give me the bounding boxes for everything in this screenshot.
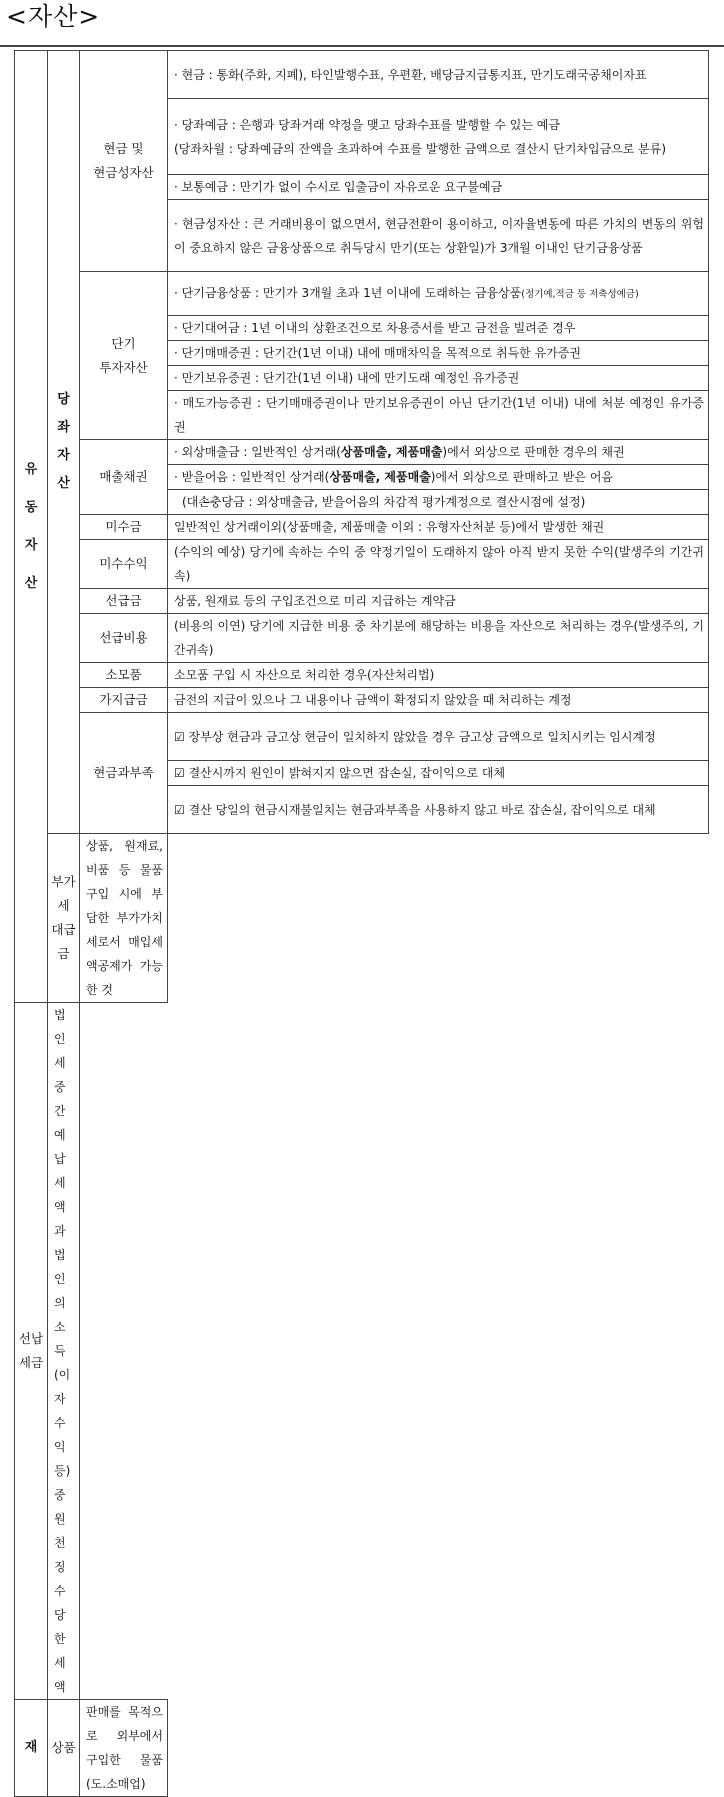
desc-cash-equivalent: · 현금성자산 : 큰 거래비용이 없으면서, 현금전환이 용이하고, 이자율변동에 따른 가치의 변동의 위험이 중요하지 않은 금융상품으로 취득당시 만기(또는 상환일)가 3개월 이내인 단기금융상품 [168, 200, 709, 272]
item-advance-payments: 선급금 [80, 589, 168, 614]
desc-trading-securities: · 단기매매증권 : 단기간(1년 이내) 내에 매매차익을 목적으로 취득한 유가증권 [168, 341, 709, 366]
title-divider [0, 45, 724, 47]
desc-checking-deposit: · 당좌예금 : 은행과 당좌거래 약정을 맺고 당좌수표를 발행할 수 있는 예금 (당좌차월 : 당좌예금의 잔액을 초과하여 수표를 발행한 금액으로 결산시 단기차입금으로 분류) [168, 99, 709, 175]
desc-supplies: 소모품 구입 시 자산으로 처리한 경우(자산처리법) [168, 663, 709, 688]
desc-prepaid-taxes: 법인세 중간예납세액과 법인의 소득(이자수익 등) 중 원천징수 당한 세액 [48, 1003, 80, 1700]
desc-savings-deposit: · 보통예금 : 만기가 없이 수시로 입출금이 자유로운 요구불예금 [168, 175, 709, 200]
item-other-receivables: 미수금 [80, 515, 168, 540]
asset-table [14, 50, 709, 1797]
item-cash-equivalents: 현금 및 현금성자산 [80, 51, 168, 272]
desc-advance-payments: 상품, 원재료 등의 구입조건으로 미리 지급하는 계약금 [168, 589, 709, 614]
desc-notes-receivable: · 받을어음 : 일반적인 상거래(상품매출, 제품매출)에서 외상으로 판매하고 받은 어음 [168, 465, 709, 490]
page-title: <자산> [6, 2, 101, 31]
desc-short-term-loan: · 단기대여금 : 1년 이내의 상환조건으로 차용증서를 받고 금전을 빌려준 경우 [168, 316, 709, 341]
item-suspense-payments: 가지급금 [80, 688, 168, 713]
group-inventory: 재 [15, 1700, 48, 1797]
desc-allowance: (대손충당금 : 외상매출금, 받을어음의 차감적 평가계정으로 결산시점에 설정) [168, 490, 709, 515]
item-cash-over-short: 현금과부족 [80, 713, 168, 834]
item-supplies: 소모품 [80, 663, 168, 688]
item-prepaid-taxes: 선납세금 [15, 1003, 48, 1700]
desc-held-to-maturity: · 만기보유증권 : 단기간(1년 이내) 내에 만기도래 예정인 유가증권 [168, 366, 709, 391]
desc-cash-over-short-1: ☑ 장부상 현금과 금고상 현금이 일치하지 않았을 경우 금고상 금액으로 일치시키는 임시계정 [168, 713, 709, 761]
desc-cash: · 현금 : 통화(주화, 지폐), 타인발행수표, 우편환, 배당금지급통지표, 만기도래국공채이자표 [168, 51, 709, 99]
desc-vat-prepaid: 상품, 원재료, 비품 등 물품 구입 시에 부담한 부가가치세로서 매입세액공제가 가능한 것 [80, 834, 168, 1003]
desc-cash-over-short-3: ☑ 결산 당일의 현금시재불일치는 현금과부족을 사용하지 않고 바로 잡손실, 잡이익으로 대체 [168, 786, 709, 834]
desc-other-receivables: 일반적인 상거래이외(상품매출, 제품매출 이외 : 유형자산처분 등)에서 발생한 채권 [168, 515, 709, 540]
item-vat-prepaid: 부가세 대급금 [48, 834, 80, 1003]
desc-accounts-receivable: · 외상매출금 : 일반적인 상거래(상품매출, 제품매출)에서 외상으로 판매한 경우의 채권 [168, 440, 709, 465]
group-quick-assets: 당 좌 자 산 [48, 51, 80, 834]
item-prepaid-expenses: 선급비용 [80, 614, 168, 663]
desc-prepaid-expenses: (비용의 이연) 당기에 지급한 비용 중 차기분에 해당하는 비용을 자산으로 처리하는 경우(발생주의, 기간귀속) [168, 614, 709, 663]
category-current-assets: 유 동 자 산 [15, 51, 48, 1003]
desc-suspense-payments: 금전의 지급이 있으나 그 내용이나 금액이 확정되지 않았을 때 처리하는 계정 [168, 688, 709, 713]
desc-accrued-revenue: (수익의 예상) 당기에 속하는 수익 중 약정기일이 도래하지 않아 아직 받지 못한 수익(발생주의 기간귀속) [168, 540, 709, 589]
desc-available-for-sale: · 매도가능증권 : 단기매매증권이나 만기보유증권이 아닌 단기간(1년 이내) 내에 처분 예정인 유가증권 [168, 391, 709, 440]
item-merchandise: 상품 [48, 1700, 80, 1797]
item-trade-receivables: 매출채권 [80, 440, 168, 515]
desc-short-term-financial: · 단기금융상품 : 만기가 3개월 초과 1년 이내에 도래하는 금융상품(정기예,적금 등 저축성예금) [168, 272, 709, 316]
desc-cash-over-short-2: ☑ 결산시까지 원인이 밝혀지지 않으면 잡손실, 잡이익으로 대체 [168, 761, 709, 786]
item-accrued-revenue: 미수수익 [80, 540, 168, 589]
item-short-term-investments: 단기 투자자산 [80, 272, 168, 440]
desc-merchandise: 판매를 목적으로 외부에서 구입한 물품(도.소매업) [80, 1700, 168, 1797]
